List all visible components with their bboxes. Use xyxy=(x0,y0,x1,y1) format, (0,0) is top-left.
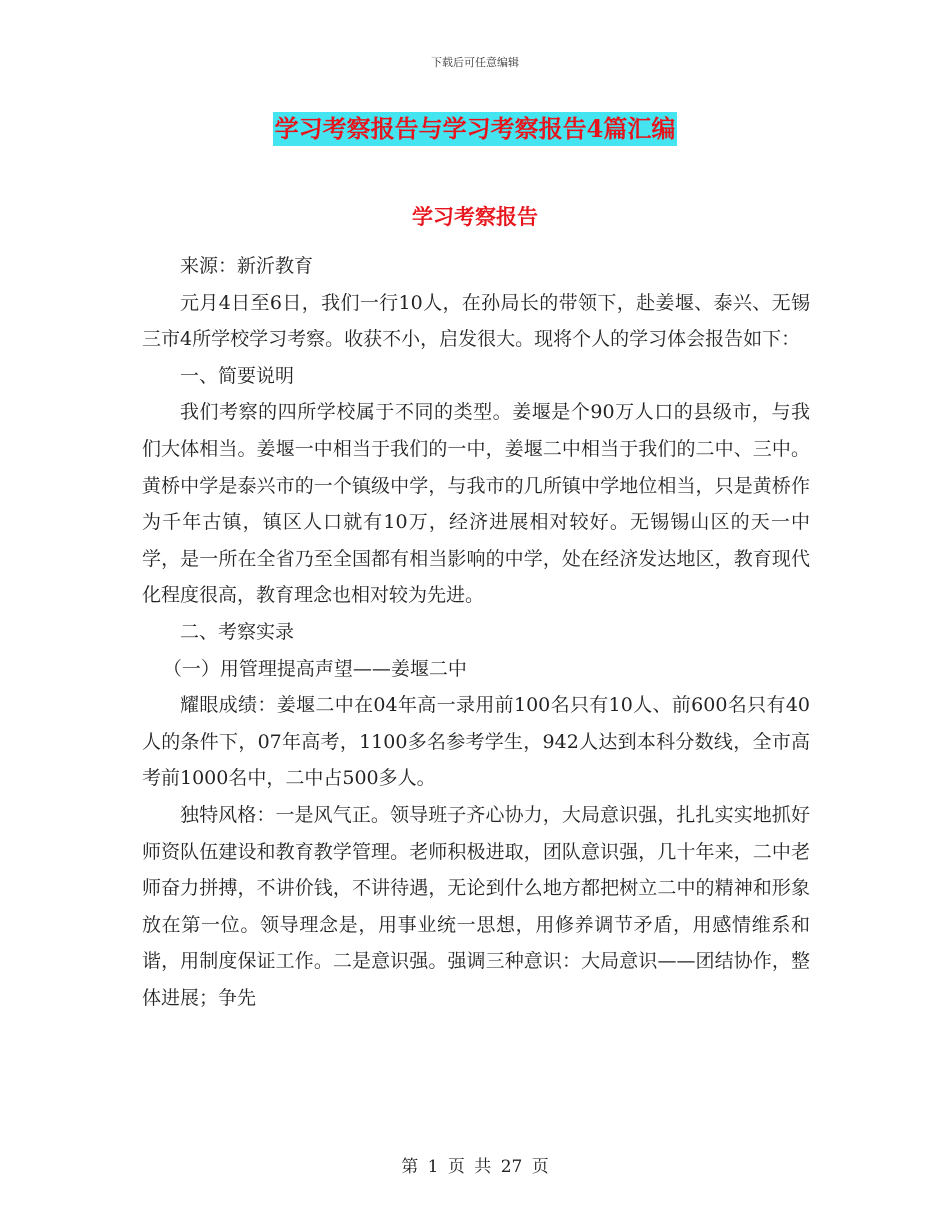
page-number-footer: 第 1 页 共 27 页 xyxy=(401,1157,549,1177)
section-title: 学习考察报告 xyxy=(412,204,538,229)
heading-brief-description: 一、简要说明 xyxy=(180,364,295,387)
source-line: 来源：新沂教育 xyxy=(180,255,314,277)
document-body xyxy=(142,248,810,1016)
header-note: 下载后可任意编辑 xyxy=(431,56,519,69)
paragraph-school-types: 我们考察的四所学校属于不同的类型。姜堰是个90万人口的县级市，与我们大体相当。姜堰一中相当于我们的一中，姜堰二中相当于我们的二中、三中。黄桥中学是泰兴市的一个镇级中学，与我市的几所镇中学地位相当，只是黄桥作为千年古镇，镇区人口就有10万，经济进展相对较好。无锡锡山区的天一中学，是一所在全省乃至全国都有相当影响的中学，处在经济发达地区，教育现代化程度很高，教育理念也相对较为先进。 xyxy=(142,401,810,607)
document-title-container xyxy=(0,112,950,146)
paragraph-intro: 元月4日至6日，我们一行10人，在孙局长的带领下，赴姜堰、泰兴、无锡三市4所学校学习考察。收获不小，启发很大。现将个人的学习体会报告如下： xyxy=(142,291,810,351)
paragraph-unique-style: 独特风格：一是风气正。领导班子齐心协力，大局意识强，扎扎实实地抓好师资队伍建设和教育教学管理。老师积极进取，团队意识强，几十年来，二中老师奋力拼搏，不讲价钱，不讲待遇，无论到什么地方都把树立二中的精神和形象放在第一位。领导理念是，用事业统一思想，用修养调节矛盾，用感情维系和谐，用制度保证工作。二是意识强。强调三种意识：大局意识——团结协作，整体进展；争先 xyxy=(142,803,810,1009)
document-title: 学习考察报告与学习考察报告4篇汇编 xyxy=(273,112,678,146)
subheading-jiangyan-no2: （一）用管理提高声望——姜堰二中 xyxy=(162,657,467,680)
paragraph-achievements: 耀眼成绩：姜堰二中在04年高一录用前100名只有10人、前600名只有40人的条件下，07年高考，1100多名参考学生，942人达到本科分数线，全市高考前1000名中，二中占500多人。 xyxy=(142,694,810,790)
heading-inspection-record: 二、考察实录 xyxy=(180,620,295,643)
